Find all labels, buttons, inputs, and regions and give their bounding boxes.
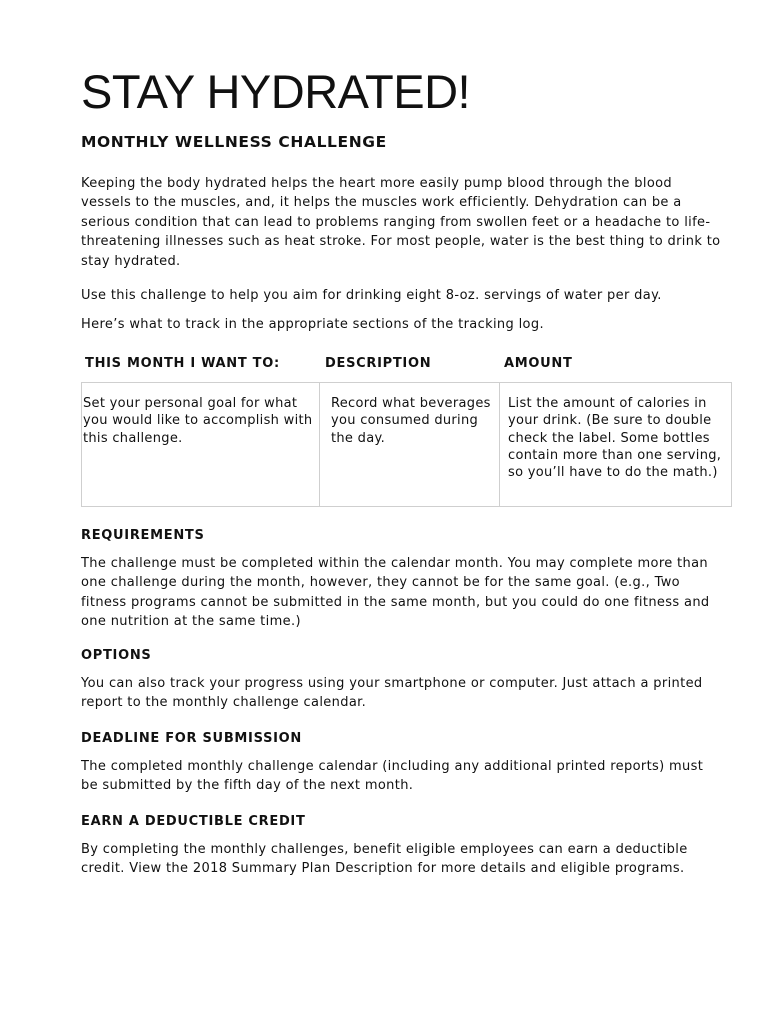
table-body-row [81,382,732,507]
aim-paragraph: Use this challenge to help you aim for drinking eight 8-oz. servings of water per day. [81,288,662,303]
table-divider [499,383,500,506]
deadline-body: The completed monthly challenge calendar (including any additional printed reports) must be submitted by the fifth day of the next month. [81,759,704,794]
deadline-heading: DEADLINE FOR SUBMISSION [81,731,303,746]
options-body: You can also track your progress using your smartphone or computer. Just attach a printed report to the monthly challenge calendar. [81,676,703,711]
requirements-body: The challenge must be completed within the calendar month. You may complete more than one challenge during the month, however, they cannot be for the same goal. (e.g., Two fitness programs cannot be submitted in the same month, but you could do one fitness and one nutrition at the same time.) [81,556,710,630]
table-cell-goal: Set your personal goal for what you would like to accomplish with this challenge. [83,396,313,446]
table-cell-description: Record what beverages you consumed during the day. [331,396,491,446]
table-header-amount: AMOUNT [504,356,573,371]
intro-paragraph: Keeping the body hydrated helps the heart more easily pump blood through the blood vessels to the muscles, and, it helps the muscles work efficiently. Dehydration can be a serious condition that can lead to problems ranging from swollen feet or a headache to life-threatening illnesses such as heat stroke. For most people, water is the best thing to drink to stay hydrated. [81,176,721,269]
options-heading: OPTIONS [81,648,152,663]
credit-heading: EARN A DEDUCTIBLE CREDIT [81,814,306,829]
credit-body: By completing the monthly challenges, benefit eligible employees can earn a deductible credit. View the 2018 Summary Plan Description for more details and eligible programs. [81,842,688,877]
table-header-goal: THIS MONTH I WANT TO: [85,356,280,371]
table-header-description: DESCRIPTION [325,356,432,371]
table-divider [319,383,320,506]
page-subtitle: MONTHLY WELLNESS CHALLENGE [81,133,387,151]
page-title: STAY HYDRATED! [81,65,471,118]
table-cell-amount: List the amount of calories in your drink. (Be sure to double check the label. Some bottles contain more than one serving, so you’ll have to do the math.) [508,396,722,481]
requirements-heading: REQUIREMENTS [81,528,205,543]
track-intro-paragraph: Here’s what to track in the appropriate sections of the tracking log. [81,317,544,332]
